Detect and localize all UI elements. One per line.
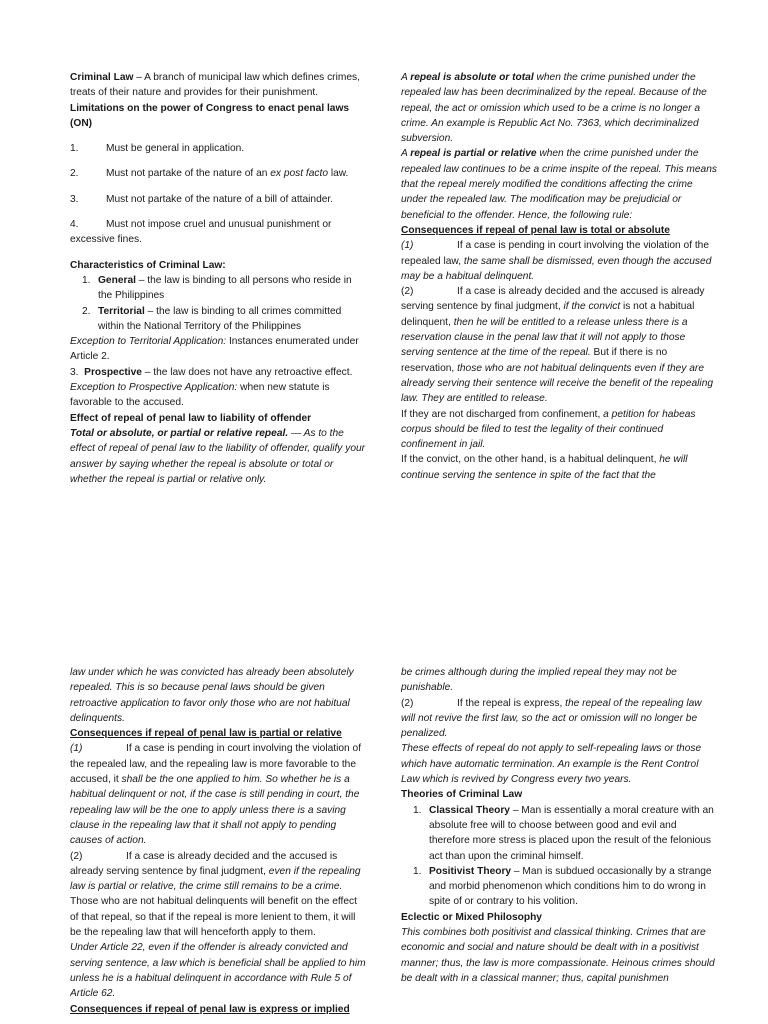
- effect-paragraph: Total or absolute, or partial or relative repeal. — As to the effect of repeal of penal law to the liability of offender, qualify your answer by saying whether the repeal is absolute or total or whether the repeal is partial or relative only.: [70, 427, 366, 485]
- absolute-repeal-paragraph: A repeal is absolute or total when the crime punished under the repealed law has been decriminalized by the repeal. Because of the repeal, the act or omission which used to be a crime is no longer a crime. An example is Republic Act No. 7363, which decriminalized subversion.: [401, 72, 707, 145]
- continued-paragraph: be crimes although during the implied repeal they may not be punishable.: [401, 667, 677, 694]
- theory-positivist: 1. Positivist Theory – Man is subdued occasionally by a strange and morbid phenomenon which conditions him to do wrong in spite of or contrary to his volition.: [413, 865, 712, 908]
- consequence-item: (1) If a case is pending in court involving the violation of the repealed law, and the repealing law is more favorable to the accused, it shall be the one applied to him. So whether he is a habitual delinquent or not, if the case is still pending in court, the repealing law will be the one to apply unless there is a saving clause in the repealing law that it shall not apply to pending causes of action.: [70, 743, 362, 847]
- characteristic-prospective: 3. Prospective – the law does not have any retroactive effect.: [70, 366, 353, 378]
- effects-paragraph: These effects of repeal do not apply to self-repealing laws or those which have automatic termination. An example is the Rent Control Law which is revived by Congress every two years.: [401, 743, 702, 786]
- characteristic-territorial: 2. Territorial – the law is binding to all crimes committed within the National Territory of the Philippines: [82, 305, 342, 332]
- criminal-law-definition: Criminal Law – A branch of municipal law which defines crimes, treats of their nature and provides for their punishment.: [70, 72, 360, 99]
- page2-right-column: [401, 665, 717, 1024]
- page1-right-column: [401, 70, 717, 483]
- page1-left-column: [70, 70, 366, 487]
- habeas-corpus-paragraph: If they are not discharged from confinement, a petition for habeas corpus should be filed to test the legality of their continued confinement in jail.: [401, 408, 696, 451]
- theories-heading: Theories of Criminal Law: [401, 789, 523, 801]
- page2-left-column: [70, 665, 366, 1024]
- exception-prospective: Exception to Prospective Application: when new statute is favorable to the accused.: [70, 382, 330, 409]
- effect-heading: Effect of repeal of penal law to liability of offender: [70, 412, 312, 424]
- consequence-item: (2) If a case is already decided and the accused is already serving sentence by final judgment, if the convict is not a habitual delinquent, then he will be entitled to a release unless there is a reservation clause in the penal law that it will not apply to those serving sentence at the time of the repeal. But if there is no reservation, those who are not habitual delinquents even if they are already serving their sentence will receive the benefit of the repealing law. They are entitled to release.: [401, 286, 714, 405]
- criminal-law-term: Criminal Law: [70, 72, 134, 83]
- eclectic-paragraph: This combines both positivist and classical thinking. Crimes that are economic and social and nature should be dealt with in a positivist manner; thus, the law is more compassionate. Heinous crimes should be dealt with in a classical manner; thus, capital punishmen: [401, 927, 715, 984]
- theory-classical: 1. Classical Theory – Man is essentially a moral creature with an absolute free will to choose between good and evil and therefore more stress is placed upon the result of the felonious act than upon the criminal himself.: [413, 804, 714, 862]
- characteristics-heading: Characteristics of Criminal Law:: [70, 259, 226, 271]
- partial-repeal-paragraph: A repeal is partial or relative when the crime punished under the repealed law continues to be a crime inspite of the repeal. This means that the repeal merely modified the conditions affecting the crime under the repealed law. The modification may be prejudicial or beneficial to the offender. Hence, the following rule:: [401, 148, 717, 221]
- characteristic-general: 1. General – the law is binding to all persons who reside in the Philippines: [82, 274, 352, 302]
- habitual-delinquent-paragraph: If the convict, on the other hand, is a habitual delinquent, he will continue serving the sentence in spite of the fact that the: [401, 454, 688, 481]
- limitation-item: 3. Must not partake of the nature of a bill of attainder.: [70, 193, 334, 205]
- limitation-item: 1. Must be general in application.: [70, 143, 245, 155]
- consequence-item: (1) If a case is pending in court involving the violation of the repealed law, the same shall be dismissed, even though the accused may be a habitual delinquent.: [401, 240, 712, 282]
- consequence-item: (2) If a case is already decided and the accused is already serving sentence by final judgment, even if the repealing law is partial or relative, the crime still remains to be a crime. Those who are not habitual delinquents will benefit on the effect of that repeal, so that if the repeal is more lenient to them, it will be the repealing law that will henceforth apply to them.: [70, 850, 361, 939]
- consequences-total-heading: Consequences if repeal of penal law is total or absolute: [401, 224, 670, 236]
- article-22-paragraph: Under Article 22, even if the offender is already convicted and serving sentence, a law which is beneficial shall be applied to him unless he is a habitual delinquent in accordance with Rule 5 of Article 62.: [70, 942, 366, 1000]
- continued-paragraph: law under which he was convicted has already been absolutely repealed. This is so because penal laws should be given retroactive application to favor only those who are not habitual delinquents.: [70, 667, 354, 724]
- limitation-item: 2. Must not partake of the nature of an ex post facto law.: [70, 168, 349, 180]
- consequences-partial-heading: Consequences if repeal of penal law is partial or relative: [70, 728, 342, 740]
- eclectic-heading: Eclectic or Mixed Philosophy: [401, 911, 542, 923]
- exception-territorial: Exception to Territorial Application: Instances enumerated under Article 2.: [70, 336, 359, 363]
- limitation-item: 4. Must not impose cruel and unusual punishment or excessive fines.: [70, 219, 332, 246]
- limitations-heading: Limitations on the power of Congress to enact penal laws (ON): [70, 102, 350, 129]
- consequences-express-heading: Consequences if repeal of penal law is express or implied: [70, 1003, 350, 1015]
- express-repeal-item: (2) If the repeal is express, the repeal of the repealing law will not revive the first law, so the act or omission will no longer be penalized.: [401, 697, 702, 740]
